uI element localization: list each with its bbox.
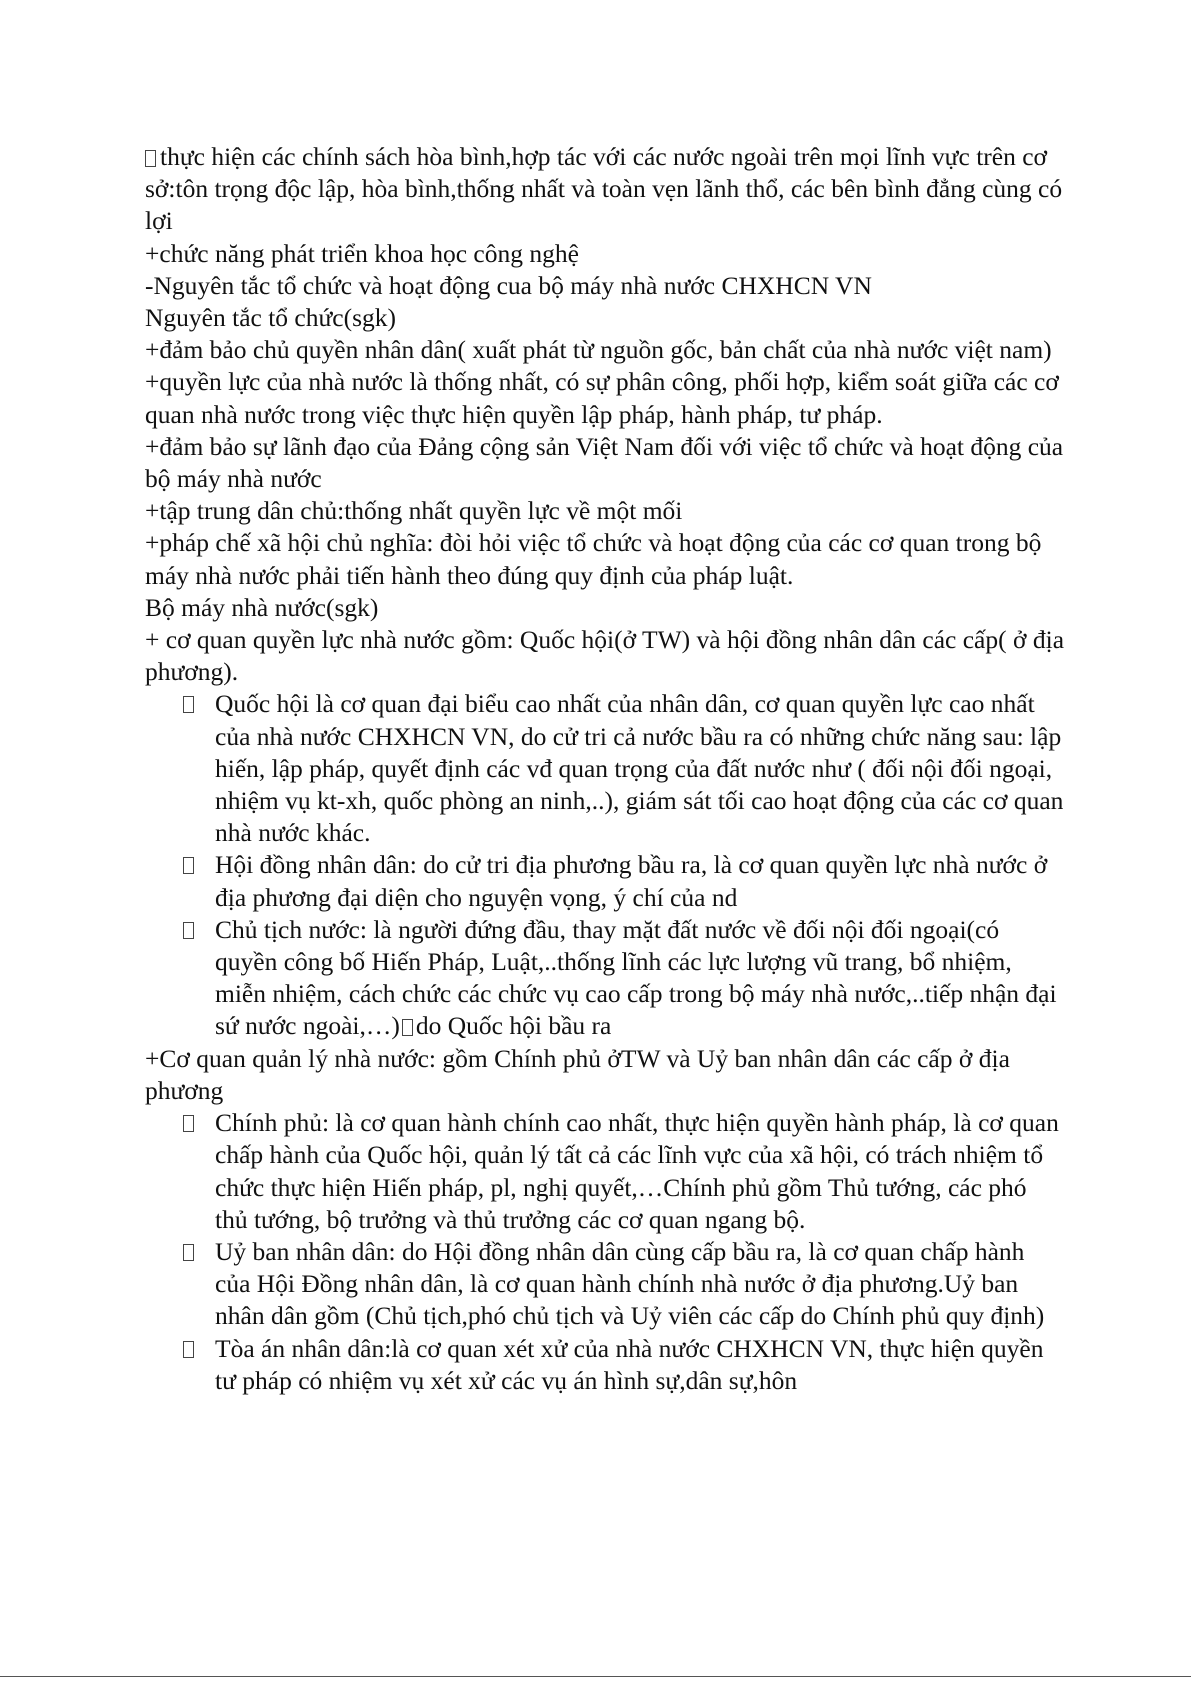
paragraph-science-function: +chức năng phát triển khoa học công nghệ xyxy=(145,238,579,268)
list-item-national-assembly xyxy=(145,688,1065,849)
list-item-president xyxy=(145,914,1065,1043)
list-item-text: Chủ tịch nước: là người đứng đầu, thay mặt đất nước về đối nội đối ngoại(có quyền công bố Hiến Pháp, Luật,..thống lĩnh các lực lượng vũ trang, bổ nhiệm, miễn nhiệm, cách chức các chức vụ cao cấp trong bộ máy nhà nước,..tiếp nhận đại sứ nước ngoài,…) xyxy=(215,914,1057,1041)
paragraph-party-leadership: +đảm bảo sự lãnh đạo của Đảng cộng sản Việt Nam đối với việc tổ chức và hoạt động của bộ máy nhà nước xyxy=(145,431,1064,494)
missing-glyph-icon xyxy=(402,1019,413,1036)
list-item-text: Uỷ ban nhân dân: do Hội đồng nhân dân cùng cấp bầu ra, là cơ quan chấp hành của Hội Đồng nhân dân, là cơ quan hành chính nhà nước ở địa phương.Uỷ ban nhân dân gồm (Chủ tịch,phó chủ tịch và Uỷ viên các cấp do Chính phủ quy định) xyxy=(215,1236,1045,1331)
list-item-text: Hội đồng nhân dân: do cử tri địa phương bầu ra, là cơ quan quyền lực nhà nước ở địa phương đại diện cho nguyện vọng, ý chí của nd xyxy=(215,850,1048,912)
paragraph-foreign-policy xyxy=(145,141,1065,238)
paragraph-principles-heading: -Nguyên tắc tổ chức và hoạt động cua bộ máy nhà nước CHXHCN VN xyxy=(145,270,872,300)
bullet-icon xyxy=(183,1244,194,1261)
bullet-icon xyxy=(183,1115,194,1132)
bullet-icon xyxy=(183,696,194,713)
paragraph-power-organs: + cơ quan quyền lực nhà nước gồm: Quốc hội(ở TW) và hội đồng nhân dân các cấp( ở địa phương). xyxy=(145,625,1065,687)
list-item-peoples-committee xyxy=(145,1236,1065,1333)
list-item-text-tail: do Quốc hội bầu ra xyxy=(415,1011,612,1041)
list-item-government xyxy=(145,1107,1065,1236)
paragraph-democratic-centralism: +tập trung dân chủ:thống nhất quyền lực về một mối xyxy=(145,496,683,526)
list-item-peoples-council xyxy=(145,849,1065,913)
paragraph-state-apparatus: Bộ máy nhà nước(sgk) xyxy=(145,592,379,622)
document-body xyxy=(145,141,1065,1397)
paragraph-principles-sgk: Nguyên tắc tổ chức(sgk) xyxy=(145,303,397,333)
bullet-icon xyxy=(183,857,194,874)
paragraph-text: thực hiện các chính sách hòa bình,hợp tác với các nước ngoài trên mọi lĩnh vực trên cơ sở:tôn trọng độc lập, hòa bình,thống nhất và toàn vẹn lãnh thổ, các bên bình đẳng cùng có lợi xyxy=(145,142,1063,236)
bullet-icon xyxy=(183,922,194,939)
list-item-peoples-court xyxy=(145,1333,1065,1397)
list-item-text: Chính phủ: là cơ quan hành chính cao nhất, thực hiện quyền hành pháp, là cơ quan chấp hành của Quốc hội, quản lý tất cả các lĩnh vực của xã hội, có trách nhiệm tổ chức thực hiện Hiến pháp, pl, nghị quyết,…Chính phủ gồm Thủ tướng, các phó thủ tướng, bộ trưởng và thủ trưởng các cơ quan ngang bộ. xyxy=(215,1108,1059,1234)
list-item-text: Tòa án nhân dân:là cơ quan xét xử của nhà nước CHXHCN VN, thực hiện quyền tư pháp có nhiệm vụ xét xử các vụ án hình sự,dân sự,hôn xyxy=(215,1333,1044,1395)
missing-glyph-icon xyxy=(145,150,156,167)
paragraph-unified-power: +quyền lực của nhà nước là thống nhất, có sự phân công, phối hợp, kiểm soát giữa các cơ quan nhà nước trong việc thực hiện quyền lập pháp, hành pháp, tư pháp. xyxy=(145,367,1059,429)
paragraph-management-organs: +Cơ quan quản lý nhà nước: gồm Chính phủ ởTW và Uỷ ban nhân dân các cấp ở địa phương xyxy=(145,1043,1010,1105)
bullet-icon xyxy=(183,1341,194,1358)
paragraph-socialist-legality: +pháp chế xã hội chủ nghĩa: đòi hỏi việc tổ chức và hoạt động của các cơ quan trong bộ máy nhà nước phải tiến hành theo đúng quy định của pháp luật. xyxy=(145,528,1042,590)
list-item-text: Quốc hội là cơ quan đại biểu cao nhất của nhân dân, cơ quan quyền lực cao nhất của nhà nước CHXHCN VN, do cử tri cả nước bầu ra có những chức năng sau: lập hiến, lập pháp, quyết định các vđ quan trọng của đất nước như ( đối nội đối ngoại, nhiệm vụ kt-xh, quốc phòng an ninh,..), giám sát tối cao hoạt động của các cơ quan nhà nước khác. xyxy=(215,689,1064,848)
paragraph-people-sovereignty: +đảm bảo chủ quyền nhân dân( xuất phát từ nguồn gốc, bản chất của nhà nước việt nam) xyxy=(145,335,1052,365)
page-bottom-divider xyxy=(0,1676,1191,1677)
